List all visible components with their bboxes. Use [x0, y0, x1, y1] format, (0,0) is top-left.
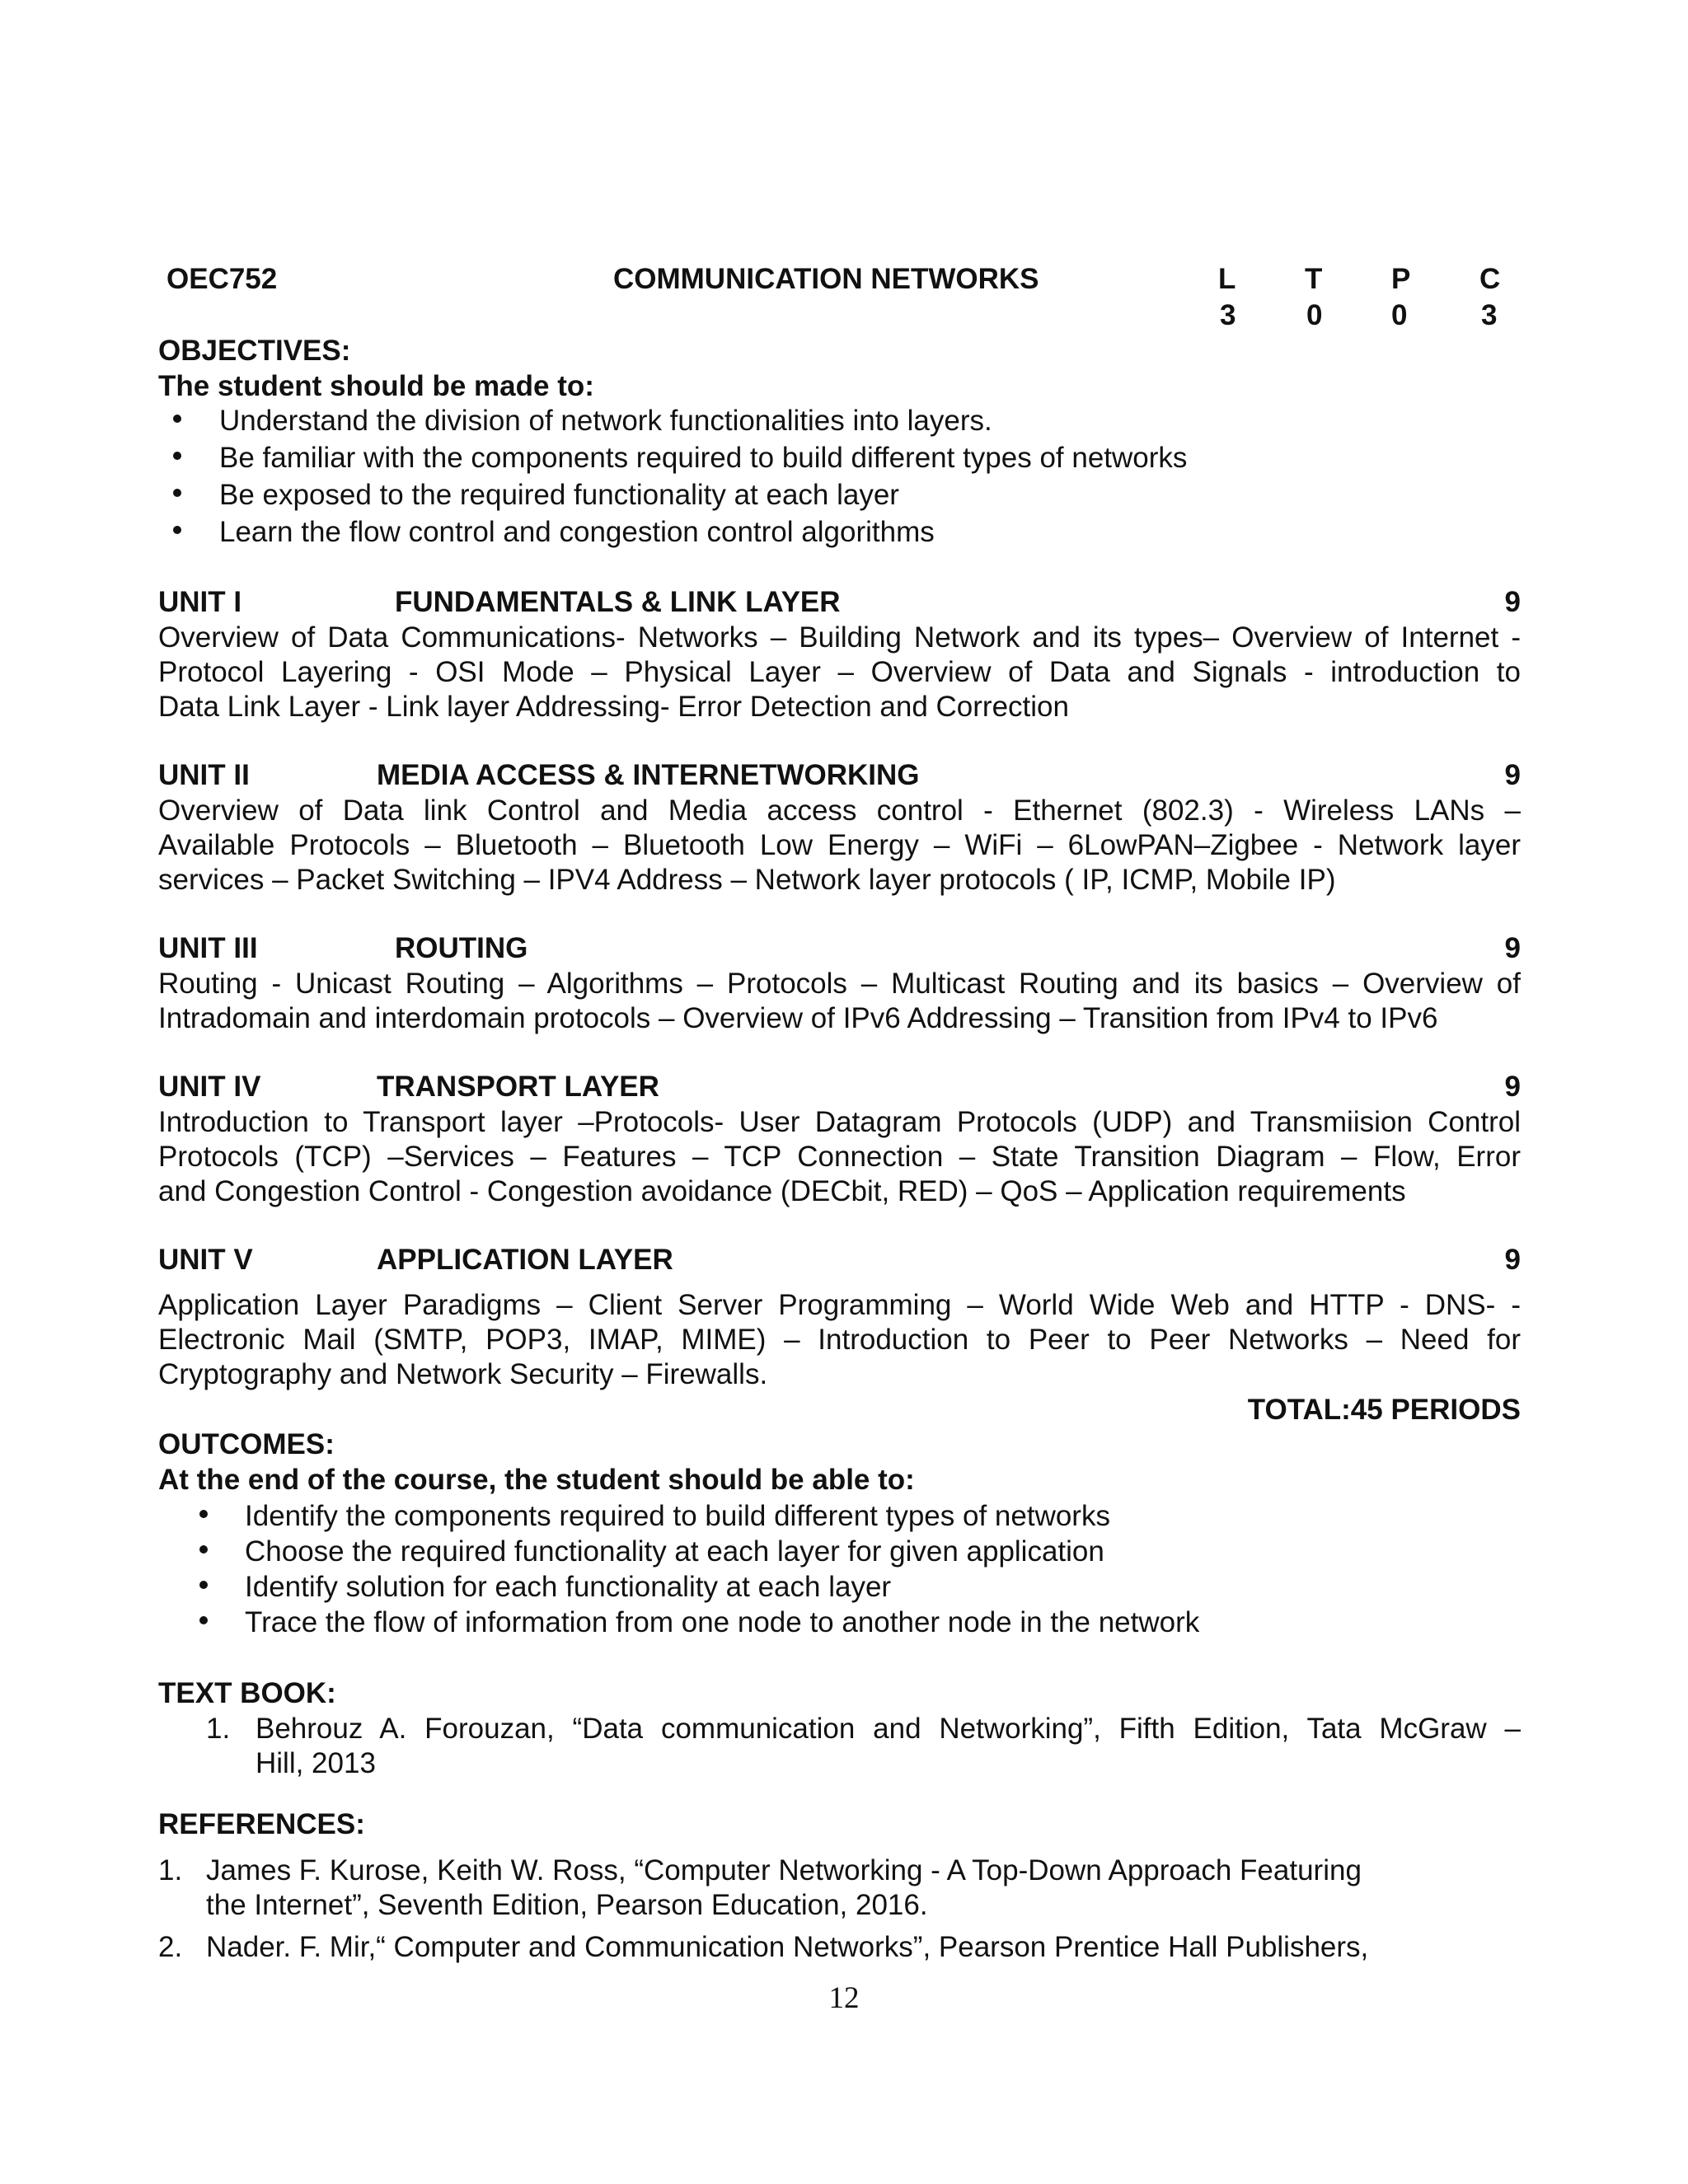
unit-text-line: Data Link Layer - Link layer Addressing- Error Detection and Correction: [158, 691, 1069, 723]
unit-text-line: Cryptography and Network Security – Firewalls.: [158, 1358, 768, 1390]
unit-text-line: Electronic Mail (SMTP, POP3, IMAP, MIME) – Introduction to Peer to Peer Networks – Need for: [158, 1324, 1521, 1356]
unit-text-line: Application Layer Paradigms – Client Server Programming – World Wide Web and HTTP - DNS- -: [158, 1289, 1521, 1321]
unit-label: UNIT IV: [158, 1071, 261, 1103]
reference-number: 2.: [158, 1931, 183, 1963]
unit-text-line: Overview of Data Communications- Networks – Building Network and its types– Overview of Internet -: [158, 621, 1521, 654]
bullet-dot: [173, 489, 181, 497]
unit-title: ROUTING: [395, 932, 528, 964]
objective-item: Learn the flow control and congestion control algorithms: [219, 516, 935, 548]
textbook-heading: TEXT BOOK:: [158, 1677, 336, 1709]
unit-hours: 9: [1504, 1071, 1521, 1103]
unit-text-line: Intradomain and interdomain protocols – Overview of IPv6 Addressing – Transition from IPv4 to IPv6: [158, 1002, 1438, 1034]
bullet-dot: [173, 526, 181, 534]
textbook-number: 1.: [206, 1713, 231, 1745]
bullet-dot: [199, 1581, 208, 1589]
references-heading: REFERENCES:: [158, 1808, 365, 1840]
reference-number: 1.: [158, 1854, 183, 1886]
unit-label: UNIT I: [158, 586, 242, 618]
reference-line: Nader. F. Mir,“ Computer and Communication Networks”, Pearson Prentice Hall Publishers,: [206, 1931, 1369, 1963]
bullet-dot: [173, 415, 181, 423]
unit-hours: 9: [1504, 586, 1521, 618]
outcome-item: Choose the required functionality at each layer for given application: [245, 1535, 1104, 1568]
outcomes-heading: OUTCOMES:: [158, 1428, 335, 1460]
unit-text-line: Protocols (TCP) –Services – Features – TCP Connection – State Transition Diagram – Flow, Error: [158, 1141, 1521, 1173]
objective-item: Understand the division of network functionalities into layers.: [219, 405, 992, 437]
unit-title: MEDIA ACCESS & INTERNETWORKING: [377, 759, 920, 791]
reference-line: the Internet”, Seventh Edition, Pearson Education, 2016.: [206, 1889, 928, 1921]
bullet-dot: [199, 1545, 208, 1554]
ltpc-label-c: C: [1479, 263, 1501, 295]
bullet-dot: [199, 1616, 208, 1624]
bullet-dot: [199, 1510, 208, 1518]
objective-item: Be exposed to the required functionality at each layer: [219, 479, 899, 511]
ltpc-value-t: 0: [1306, 299, 1323, 331]
unit-title: APPLICATION LAYER: [377, 1244, 673, 1276]
unit-text-line: Routing - Unicast Routing – Algorithms – Protocols – Multicast Routing and its basics – Overview of: [158, 968, 1521, 1000]
unit-hours: 9: [1504, 1244, 1521, 1276]
ltpc-label-l: L: [1218, 263, 1236, 295]
ltpc-label-p: P: [1391, 263, 1411, 295]
unit-hours: 9: [1504, 759, 1521, 791]
unit-title: FUNDAMENTALS & LINK LAYER: [395, 586, 841, 618]
textbook-line: Hill, 2013: [256, 1747, 376, 1779]
course-title: COMMUNICATION NETWORKS: [613, 263, 1039, 295]
unit-text-line: Overview of Data link Control and Media access control - Ethernet (802.3) - Wireless LANs –: [158, 794, 1521, 827]
outcome-item: Identify solution for each functionality at each layer: [245, 1571, 892, 1603]
ltpc-value-p: 0: [1391, 299, 1408, 331]
objective-item: Be familiar with the components required to build different types of networks: [219, 442, 1188, 474]
textbook-line: Behrouz A. Forouzan, “Data communication and Networking”, Fifth Edition, Tata McGraw –: [256, 1713, 1521, 1745]
unit-label: UNIT V: [158, 1244, 253, 1276]
reference-line: James F. Kurose, Keith W. Ross, “Computer Networking - A Top-Down Approach Featuring: [206, 1854, 1362, 1886]
unit-label: UNIT II: [158, 759, 250, 791]
objectives-heading: OBJECTIVES:: [158, 335, 351, 367]
outcomes-intro: At the end of the course, the student should be able to:: [158, 1464, 915, 1496]
unit-text-line: services – Packet Switching – IPV4 Address – Network layer protocols ( IP, ICMP, Mobile IP): [158, 864, 1336, 896]
ltpc-label-t: T: [1305, 263, 1323, 295]
unit-hours: 9: [1504, 932, 1521, 964]
page-number: 12: [828, 1981, 860, 2015]
ltpc-value-l: 3: [1220, 299, 1236, 331]
unit-text-line: Available Protocols – Bluetooth – Bluetooth Low Energy – WiFi – 6LowPAN–Zigbee - Network layer: [158, 829, 1521, 861]
objectives-intro: The student should be made to:: [158, 370, 594, 402]
unit-text-line: Introduction to Transport layer –Protocols- User Datagram Protocols (UDP) and Transmiision Control: [158, 1106, 1521, 1138]
total-periods: TOTAL:45 PERIODS: [1247, 1394, 1521, 1426]
unit-label: UNIT III: [158, 932, 258, 964]
ltpc-value-c: 3: [1481, 299, 1498, 331]
outcome-item: Trace the flow of information from one node to another node in the network: [245, 1606, 1200, 1638]
course-code: OEC752: [166, 263, 278, 295]
unit-text-line: and Congestion Control - Congestion avoidance (DECbit, RED) – QoS – Application requirements: [158, 1175, 1406, 1207]
unit-text-line: Protocol Layering - OSI Mode – Physical Layer – Overview of Data and Signals - introduction to: [158, 656, 1521, 688]
outcome-item: Identify the components required to build different types of networks: [245, 1500, 1110, 1532]
bullet-dot: [173, 452, 181, 460]
unit-title: TRANSPORT LAYER: [377, 1071, 659, 1103]
